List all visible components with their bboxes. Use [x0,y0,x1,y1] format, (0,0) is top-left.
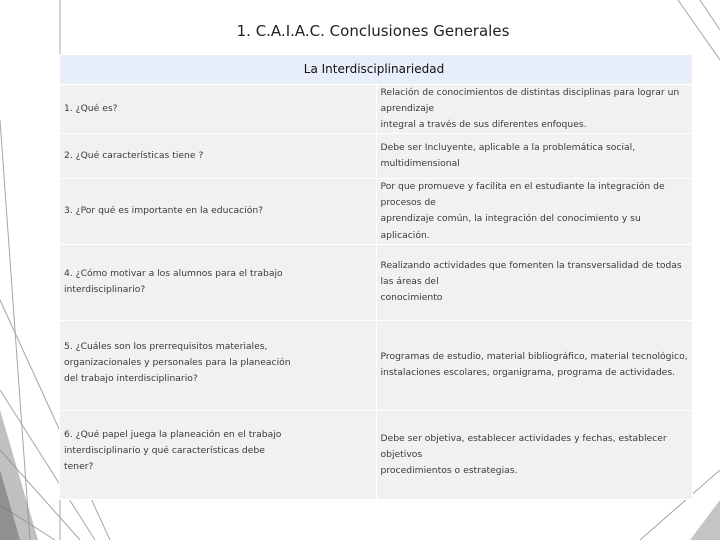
question-text: 1. ¿Qué es? [64,103,118,115]
table-header: La Interdisciplinariedad [60,55,693,85]
answer-text: Por que promueve y facilita en el estudiante la integración de procesos de aprendizaje común, la integración del conocimiento y su aplicación. [380,181,665,241]
table-row [60,179,693,244]
question-text: 5. ¿Cuáles son los prerrequisitos materiales, organizacionales y personales para la planeación del trabajo interdisciplinario? [64,341,291,385]
table-row [60,134,693,179]
question-cell [60,85,377,134]
answer-cell [376,320,693,410]
answer-text: Realizando actividades que fomenten la transversalidad de todas las áreas del conocimiento [380,260,682,304]
answer-cell [376,85,693,134]
slide-title: 1. C.A.I.A.C. Conclusiones Generales [236,22,510,40]
answer-text: Debe ser objetiva, establecer actividades y fechas, establecer objetivos procedimientos o estrategias. [380,432,667,476]
answer-cell [376,134,693,179]
question-cell [60,320,377,410]
answer-text: Debe ser Incluyente, aplicable a la problemática social, multidimensional [380,142,636,170]
answer-cell [376,410,693,499]
table-row [60,410,693,499]
answer-cell [376,179,693,244]
answer-cell [376,244,693,320]
question-cell [60,410,377,499]
answer-text: Relación de conocimientos de distintas disciplinas para lograr un aprendizaje integral a través de sus diferentes enfoques. [380,87,680,131]
table-row [60,320,693,410]
question-cell [60,244,377,320]
table-row [60,244,693,320]
question-text: 2. ¿Qué características tiene ? [64,150,204,162]
question-text: 6. ¿Qué papel juega la planeación en el trabajo interdisciplinario y qué características debe tener? [64,428,282,472]
question-cell [60,179,377,244]
table-row [60,85,693,134]
answer-text: Programas de estudio, material bibliográfico, material tecnológico, instalaciones escolares, organigrama, programa de actividades. [380,351,688,379]
interdisciplinarity-table [59,54,693,500]
question-cell [60,134,377,179]
question-text: 4. ¿Cómo motivar a los alumnos para el trabajo interdisciplinario? [64,268,283,296]
question-text: 3. ¿Por qué es importante en la educación? [64,205,264,217]
